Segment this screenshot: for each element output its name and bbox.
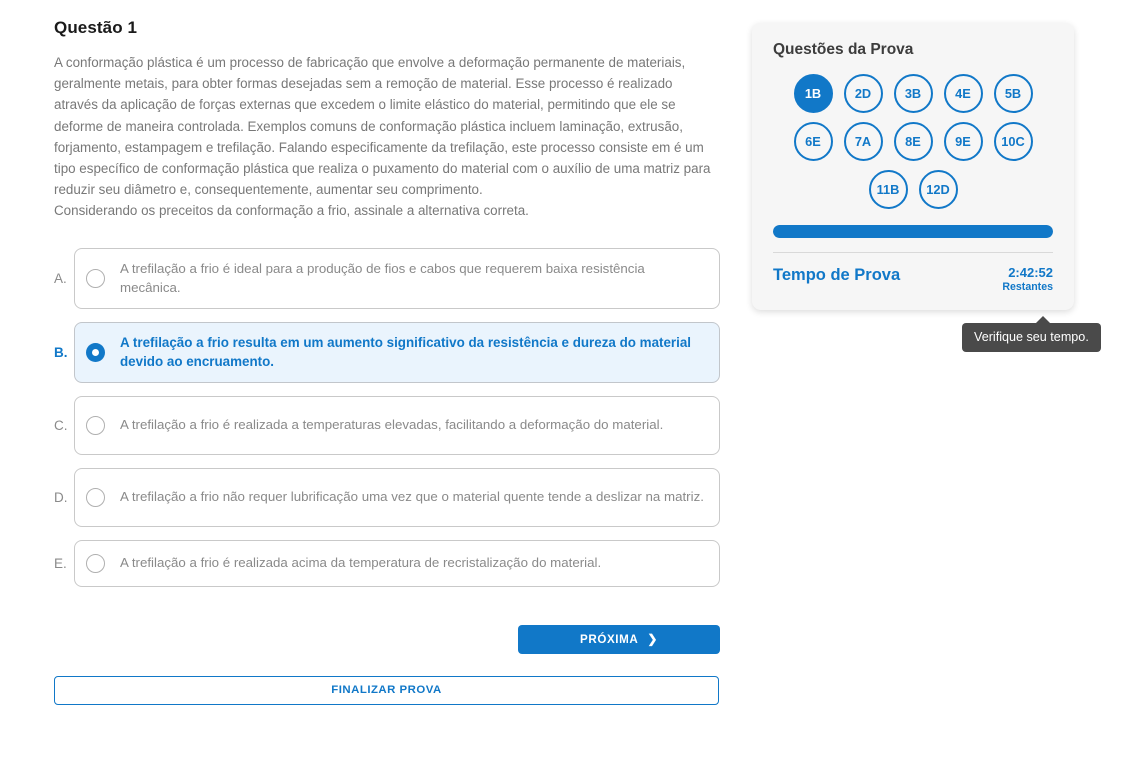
chevron-right-icon: ❯ bbox=[647, 632, 658, 647]
option-a-box[interactable] bbox=[74, 248, 720, 309]
question-bubble-5[interactable]: 5B bbox=[994, 74, 1033, 113]
question-bubble-1[interactable]: 1B bbox=[794, 74, 833, 113]
option-b-box[interactable] bbox=[74, 322, 720, 383]
question-bubble-2[interactable]: 2D bbox=[844, 74, 883, 113]
option-b-text: A trefilação a frio resulta em um aumento significativo da resistência e dureza do material devido ao encruamento. bbox=[120, 334, 692, 370]
question-bubble-7[interactable]: 7A bbox=[844, 122, 883, 161]
radio-button-b-selected[interactable] bbox=[86, 343, 105, 362]
option-d-text: A trefilação a frio não requer lubrificação uma vez que o material quente tende a deslizar na matriz. bbox=[120, 489, 704, 505]
exam-progress-bar bbox=[773, 225, 1053, 238]
option-e-text: A trefilação a frio é realizada acima da temperatura de recristalização do material. bbox=[120, 555, 602, 571]
question-area bbox=[54, 18, 720, 705]
radio-button-a[interactable] bbox=[86, 269, 105, 288]
option-b[interactable] bbox=[54, 322, 720, 383]
timer-remaining-label: Restantes bbox=[1002, 281, 1053, 293]
radio-button-c[interactable] bbox=[86, 416, 105, 435]
timer-values bbox=[1002, 265, 1053, 294]
panel-divider bbox=[773, 252, 1053, 253]
option-d[interactable] bbox=[54, 468, 720, 527]
answer-options bbox=[54, 248, 720, 587]
question-statement bbox=[54, 52, 714, 222]
question-bubble-8[interactable]: 8E bbox=[894, 122, 933, 161]
option-c-box[interactable] bbox=[74, 396, 720, 455]
question-bubble-11[interactable]: 11B bbox=[869, 170, 908, 209]
question-bubble-6[interactable]: 6E bbox=[794, 122, 833, 161]
option-a[interactable] bbox=[54, 248, 720, 309]
option-e[interactable] bbox=[54, 540, 720, 587]
option-c[interactable] bbox=[54, 396, 720, 455]
next-button-container bbox=[54, 625, 720, 654]
option-a-letter: A. bbox=[54, 270, 67, 286]
option-e-box[interactable] bbox=[74, 540, 720, 587]
question-navigator bbox=[773, 74, 1053, 209]
question-statement-body: A conformação plástica é um processo de fabricação que envolve a deformação permanente de materiais, geralmente metais, para obter formas desejadas sem a remoção de material. Esse processo é realizado através da aplicação de forças externas que excedem o limite elástico do material, permitindo que ele se deforme de maneira controlada. Exemplos comuns de conformação plástica incluem laminação, extrusão, forjamento, estampagem e trefilação. Falando especificamente da trefilação, este processo consiste em é um tipo específico de conformação plástica que realiza o puxamento do material com o auxílio de uma matriz para reduzir seu diâmetro e, consequentemente, aumentar seu comprimento. bbox=[54, 55, 711, 198]
timer-tooltip: Verifique seu tempo. bbox=[962, 323, 1101, 352]
exam-progress-fill bbox=[773, 225, 1053, 238]
question-bubble-3[interactable]: 3B bbox=[894, 74, 933, 113]
question-bubble-9[interactable]: 9E bbox=[944, 122, 983, 161]
option-b-letter: B. bbox=[54, 344, 68, 360]
option-c-letter: C. bbox=[54, 417, 68, 433]
question-bubble-10[interactable]: 10C bbox=[994, 122, 1033, 161]
timer-label: Tempo de Prova bbox=[773, 266, 901, 284]
question-bubble-12[interactable]: 12D bbox=[919, 170, 958, 209]
option-d-letter: D. bbox=[54, 489, 68, 505]
timer-value: 2:42:52 bbox=[1008, 265, 1053, 280]
question-bubble-4[interactable]: 4E bbox=[944, 74, 983, 113]
panel-title: Questões da Prova bbox=[773, 41, 914, 58]
option-a-text: A trefilação a frio é ideal para a produção de fios e cabos que requerem baixa resistência mecânica. bbox=[120, 260, 645, 296]
finish-exam-button[interactable]: FINALIZAR PROVA bbox=[54, 676, 719, 705]
next-button-label: PRÓXIMA bbox=[580, 632, 639, 646]
page-title: Questão 1 bbox=[54, 18, 138, 37]
option-e-letter: E. bbox=[54, 555, 67, 571]
next-question-button[interactable] bbox=[518, 625, 720, 654]
exam-questions-panel bbox=[752, 23, 1074, 310]
exam-timer bbox=[773, 265, 1053, 294]
option-d-box[interactable] bbox=[74, 468, 720, 527]
question-instruction: Considerando os preceitos da conformação a frio, assinale a alternativa correta. bbox=[54, 203, 529, 219]
radio-button-e[interactable] bbox=[86, 554, 105, 573]
radio-button-d[interactable] bbox=[86, 488, 105, 507]
option-c-text: A trefilação a frio é realizada a temperaturas elevadas, facilitando a deformação do material. bbox=[120, 417, 664, 433]
